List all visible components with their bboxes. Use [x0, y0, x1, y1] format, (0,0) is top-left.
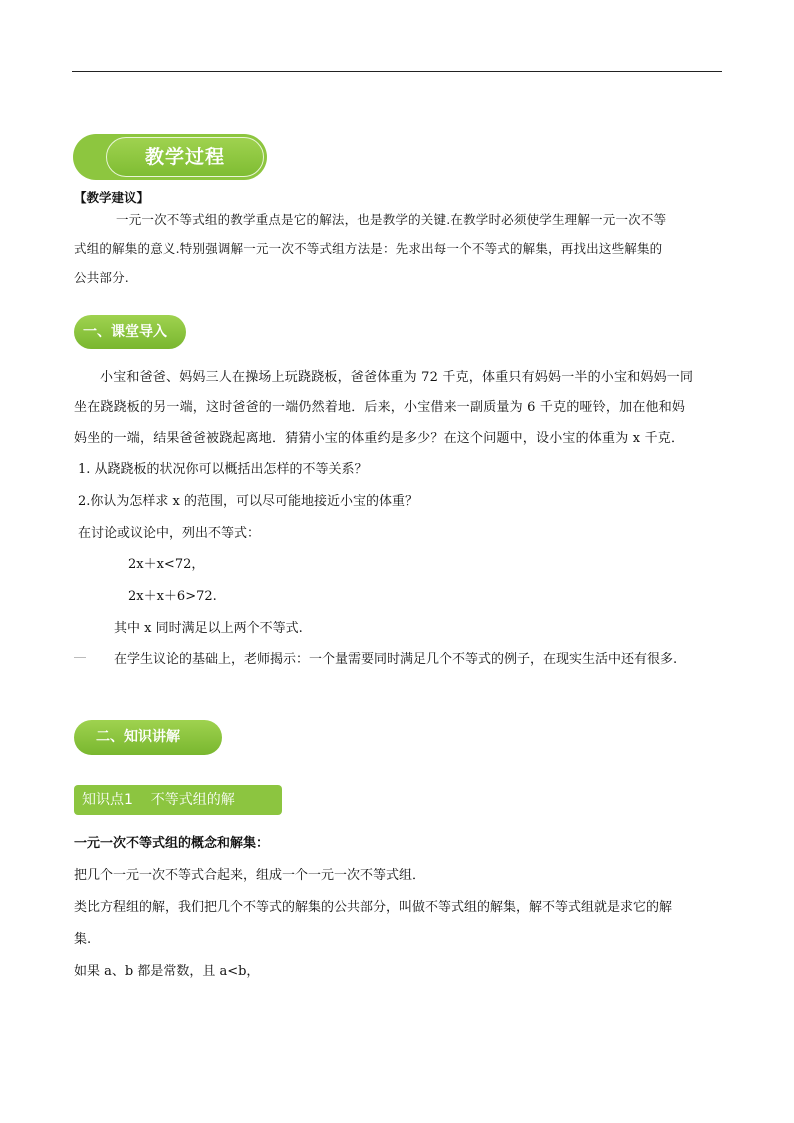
intro-line: 妈坐的一端，结果爸爸被跷起离地．猜猜小宝的体重约是多少？在这个问题中，设小宝的体重为 x 千克． [74, 431, 685, 446]
inequality-1: 2x＋x<72， [128, 557, 205, 572]
knowledge-point-label: 知识点1 不等式组的解 [74, 785, 282, 815]
header-rule [72, 71, 722, 72]
section-heading-intro: 一、课堂导入 [74, 315, 186, 349]
section-heading-knowledge: 二、知识讲解 [74, 720, 222, 755]
suggestion-line: 公共部分. [74, 270, 129, 285]
discussion-text: 在讨论或议论中，列出不等式： [78, 526, 261, 541]
teacher-remark: 在学生议论的基础上，老师揭示：一个量需要同时满足几个不等式的例子，在现实生活中还有很多. [114, 652, 678, 667]
concept-line-2: 类比方程组的解，我们把几个不等式的解集的公共部分，叫做不等式组的解集，解不等式组就是求它的解 [74, 900, 673, 915]
inequality-2: 2x＋x＋6>72. [128, 589, 217, 604]
concept-line-2-cont: 集. [74, 932, 92, 947]
faint-dash [74, 657, 86, 658]
suggestion-title: 【教学建议】 [74, 190, 150, 205]
suggestion-line: 式组的解集的意义.特别强调解一元一次不等式组方法是：先求出每一个不等式的解集，再找出这些解集的 [74, 241, 663, 256]
intro-line: 坐在跷跷板的另一端，这时爸爸的一端仍然着地．后来，小宝借来一副质量为 6 千克的哑铃，加在他和妈 [74, 400, 686, 415]
intro-line: 小宝和爸爸、妈妈三人在操场上玩跷跷板，爸爸体重为 72 千克，体重只有妈妈一半的小宝和妈妈一同 [100, 370, 694, 385]
question-1: 1. 从跷跷板的状况你可以概括出怎样的不等关系？ [78, 462, 368, 477]
suggestion-line: 一元一次不等式组的教学重点是它的解法，也是教学的关键.在教学时必须使学生理解一元一次不等 [116, 212, 667, 227]
main-heading: 教学过程 [106, 137, 264, 177]
concept-line-1: 把几个一元一次不等式合起来，组成一个一元一次不等式组． [74, 868, 426, 883]
both-inequalities-text: 其中 x 同时满足以上两个不等式. [114, 621, 303, 636]
question-2: 2.你认为怎样求 x 的范围，可以尽可能地接近小宝的体重？ [78, 494, 418, 509]
concept-line-3: 如果 a、b 都是常数，且 a<b， [74, 964, 260, 979]
concept-title: 一元一次不等式组的概念和解集： [74, 836, 270, 851]
